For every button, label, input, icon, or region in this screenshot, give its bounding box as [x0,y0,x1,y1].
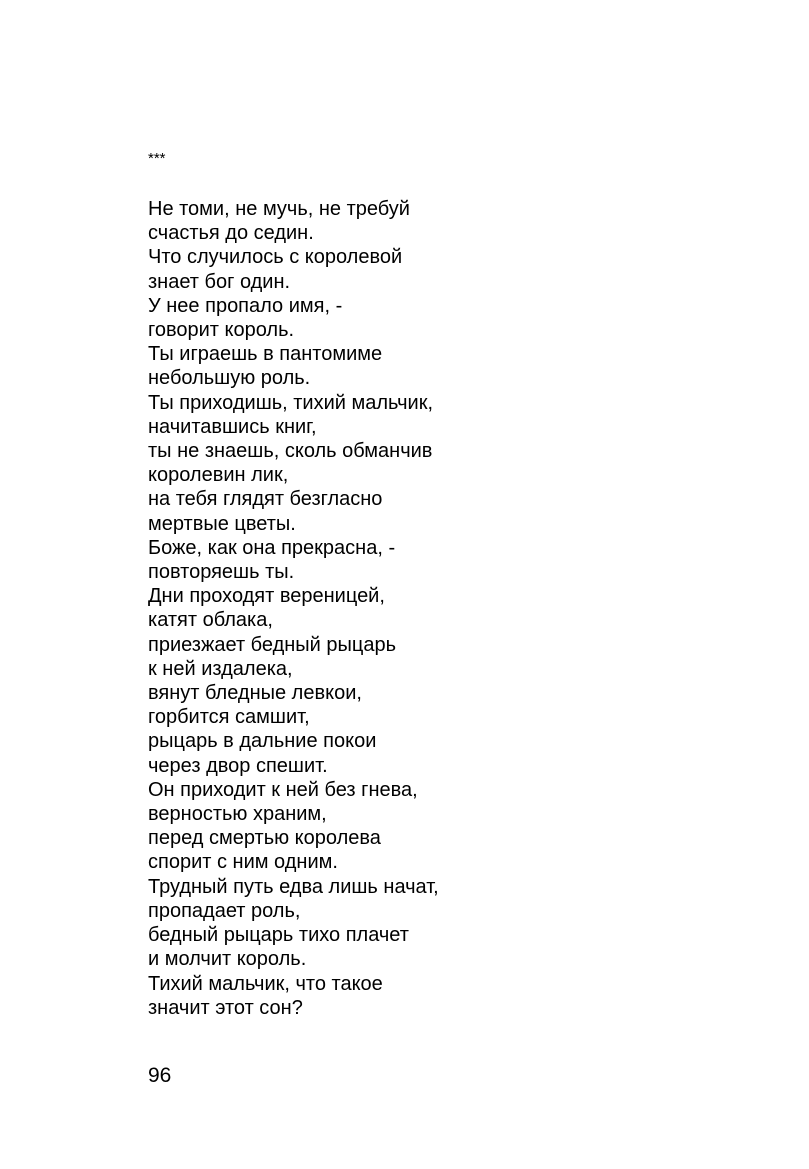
poem-line: знает бог один. [148,270,291,293]
poem-line: приезжает бедный рыцарь [148,633,397,656]
poem-line: спорит с ним одним. [148,851,338,874]
poem-line: верностью храним, [148,803,327,826]
poem [148,197,439,1020]
poem-line: катят облака, [148,609,273,632]
poem-line: к ней издалека, [148,657,293,680]
poem-line: бедный рыцарь тихо плачет [148,924,409,947]
poem-line: королевин лик, [148,464,289,487]
poem-line: мертвые цветы. [148,512,296,535]
poem-line: говорит король. [148,319,295,342]
poem-line: Он приходит к ней без гнева, [148,778,418,801]
poem-line: через двор спешит. [148,754,328,777]
section-separator: *** [148,150,166,167]
page-number: 96 [148,1064,172,1087]
poem-line: счастья до седин. [148,222,314,245]
poem-line: перед смертью королева [148,827,381,850]
poem-line: У нее пропало имя, - [148,294,343,317]
poem-line: Не томи, не мучь, не требуй [148,198,410,220]
poem-line: рыцарь в дальние покои [148,730,377,753]
poem-line: Что случилось с королевой [148,246,403,269]
poem-line: значит этот сон? [148,996,303,1019]
poem-line: Ты играешь в пантомиме [148,343,383,366]
poem-line: пропадает роль, [148,899,301,922]
poem-line: и молчит король. [148,948,307,971]
poem-line: горбится самшит, [148,706,310,729]
poem-line: ты не знаешь, сколь обманчив [148,440,433,463]
poem-line: на тебя глядят безгласно [148,488,383,511]
poem-line: начитавшись книг, [148,415,317,438]
poem-line: повторяешь ты. [148,561,295,584]
poem-line: Ты приходишь, тихий мальчик, [148,391,434,414]
poem-line: вянут бледные левкои, [148,682,362,705]
poem-line: Боже, как она прекрасна, - [148,536,396,559]
poem-line: небольшую роль. [148,367,311,390]
poem-line: Тихий мальчик, что такое [148,972,383,995]
poem-line: Трудный путь едва лишь начат, [148,875,439,898]
poem-line: Дни проходят вереницей, [148,585,385,608]
